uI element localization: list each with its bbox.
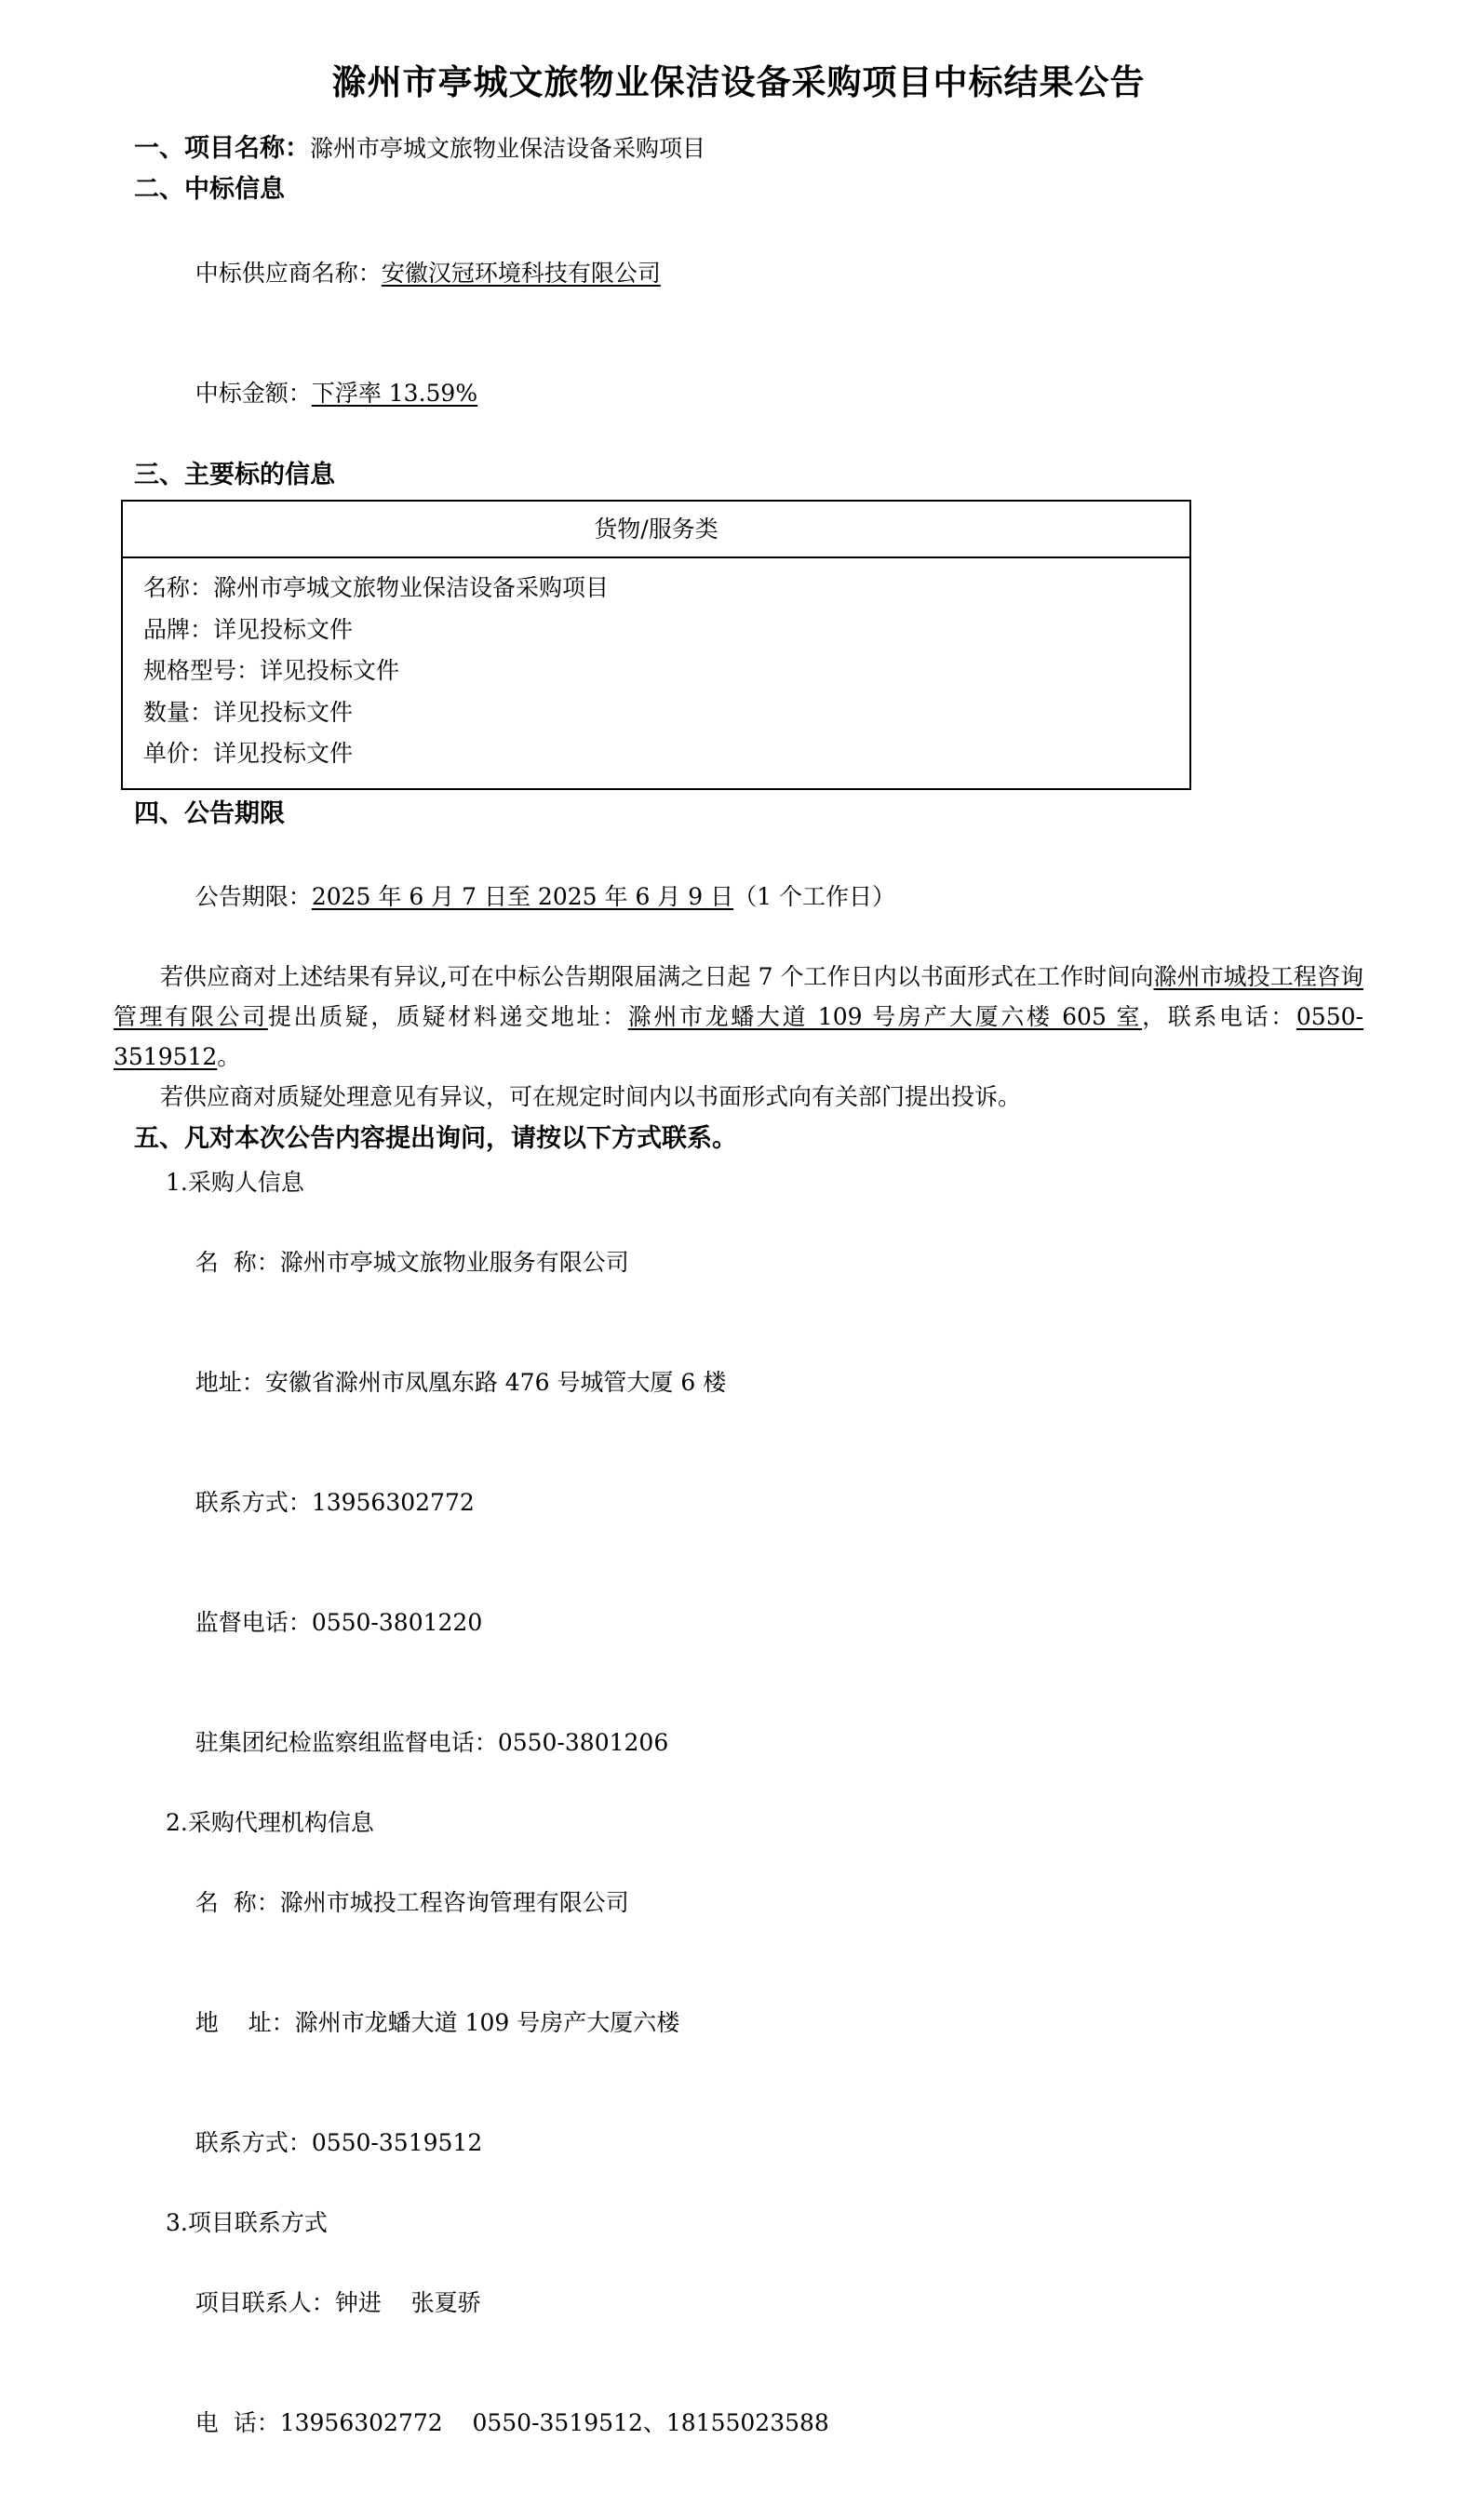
subject-info-table xyxy=(121,500,1191,790)
announcement-period-label: 公告期限： xyxy=(195,883,312,911)
objection-agency-name: 滁州市城投工程咨询管理有限公司 xyxy=(114,963,1363,1031)
project-name-value: 滁州市亭城文旅物业保洁设备采购项目 xyxy=(310,134,706,162)
purchaser-contact-value: 13956302772 xyxy=(311,1488,475,1516)
purchaser-name-value: 滁州市亭城文旅物业服务有限公司 xyxy=(279,1248,629,1276)
winning-supplier-value: 安徽汉冠环境科技有限公司 xyxy=(381,259,661,287)
project-contact-person-line xyxy=(112,2243,1365,2363)
section-3-heading: 三、主要标的信息 xyxy=(134,460,335,489)
purchaser-supervision-label: 监督电话： xyxy=(195,1608,312,1636)
complaint-paragraph: 若供应商对质疑处理意见有异议，可在规定时间内以书面形式向有关部门提出投诉。 xyxy=(160,1083,1022,1111)
section-1-label: 项目名称： xyxy=(184,133,310,163)
agency-address-label: 地 址： xyxy=(195,2008,295,2036)
winning-amount-label: 中标金额： xyxy=(195,379,312,407)
agency-name-value: 滁州市城投工程咨询管理有限公司 xyxy=(279,1888,629,1916)
purchaser-supervision-line xyxy=(112,1562,1365,1682)
objection-text-part2: 提出质疑，质疑材料递交地址： xyxy=(267,1003,628,1031)
table-row-name: 名称：滁州市亭城文旅物业保洁设备采购项目 xyxy=(143,574,610,602)
objection-text-part3: ，联系电话： xyxy=(1142,1003,1296,1031)
table-header-row xyxy=(122,501,1190,557)
project-contact-subheading: 3.项目联系方式 xyxy=(166,2208,328,2236)
purchaser-name-label: 名 称： xyxy=(195,1248,280,1276)
project-contact-phone-value: 13956302772 0550-3519512、18155023588 xyxy=(279,2408,829,2436)
purchaser-contact-label: 联系方式： xyxy=(195,1488,312,1516)
purchaser-discipline-label: 驻集团纪检监察组监督电话： xyxy=(195,1728,498,1756)
agency-contact-value: 0550-3519512 xyxy=(311,2128,483,2156)
agency-name-label: 名 称： xyxy=(195,1888,280,1916)
objection-contact-phone: 0550-3519512 xyxy=(114,1003,1363,1071)
purchaser-discipline-line xyxy=(112,1682,1365,1803)
objection-text-part1: 若供应商对上述结果有异议,可在中标公告期限届满之日起 7 个工作日内以书面形式在工作时间向 xyxy=(160,963,1154,991)
winning-supplier-label: 中标供应商名称： xyxy=(195,259,382,287)
agency-contact-line xyxy=(112,2083,1365,2203)
announcement-period-line xyxy=(112,837,1365,957)
project-contact-phone-label: 电 话： xyxy=(195,2408,280,2436)
announcement-period-suffix: （1 个工作日） xyxy=(733,883,895,911)
announcement-period-value: 2025 年 6 月 7 日至 2025 年 6 月 9 日 xyxy=(311,883,734,911)
table-row xyxy=(122,557,1190,789)
section-1-number: 一、 xyxy=(134,133,184,163)
agency-address-value: 滁州市龙蟠大道 109 号房产大厦六楼 xyxy=(294,2008,680,2036)
section-4-heading: 四、公告期限 xyxy=(134,798,285,828)
purchaser-address-label: 地址： xyxy=(195,1368,265,1396)
page-title: 滁州市亭城文旅物业保洁设备采购项目中标结果公告 xyxy=(331,62,1146,102)
table-row-brand: 品牌：详见投标文件 xyxy=(143,615,354,643)
purchaser-name-line xyxy=(112,1202,1365,1322)
table-row-quantity: 数量：详见投标文件 xyxy=(143,698,354,726)
agency-contact-label: 联系方式： xyxy=(195,2128,312,2156)
objection-delivery-address: 滁州市龙蟠大道 109 号房产大厦六楼 605 室 xyxy=(627,1003,1143,1031)
winning-amount-line xyxy=(112,333,1365,453)
table-body-cell xyxy=(122,557,1190,789)
section-2-heading: 二、中标信息 xyxy=(134,175,285,205)
table-row-unit-price: 单价：详见投标文件 xyxy=(143,740,354,768)
purchaser-address-value: 安徽省滁州市凤凰东路 476 号城管大厦 6 楼 xyxy=(264,1368,727,1396)
purchaser-discipline-value: 0550-3801206 xyxy=(497,1728,669,1756)
project-contact-person-label: 项目联系人： xyxy=(195,2288,335,2316)
agency-address-line xyxy=(112,1963,1365,2083)
purchaser-supervision-value: 0550-3801220 xyxy=(311,1608,483,1636)
purchaser-subheading: 1.采购人信息 xyxy=(166,1168,304,1196)
purchaser-contact-line xyxy=(112,1442,1365,1562)
purchaser-address-line xyxy=(112,1322,1365,1442)
winning-amount-value: 下浮率 13.59% xyxy=(311,379,478,407)
winning-supplier-line xyxy=(112,213,1365,333)
agency-subheading: 2.采购代理机构信息 xyxy=(166,1808,374,1836)
section-5-heading: 五、凡对本次公告内容提出询问，请按以下方式联系。 xyxy=(134,1124,737,1154)
objection-paragraph xyxy=(112,957,1365,1077)
table-row-model: 规格型号：详见投标文件 xyxy=(143,657,400,685)
project-contact-person-value: 钟进 张夏骄 xyxy=(334,2288,481,2316)
project-contact-phone-line xyxy=(112,2363,1365,2483)
section-1-heading xyxy=(112,130,1365,168)
agency-name-line xyxy=(112,1843,1365,1963)
table-header-cell: 货物/服务类 xyxy=(122,501,1190,557)
objection-text-part4: 。 xyxy=(217,1043,241,1071)
